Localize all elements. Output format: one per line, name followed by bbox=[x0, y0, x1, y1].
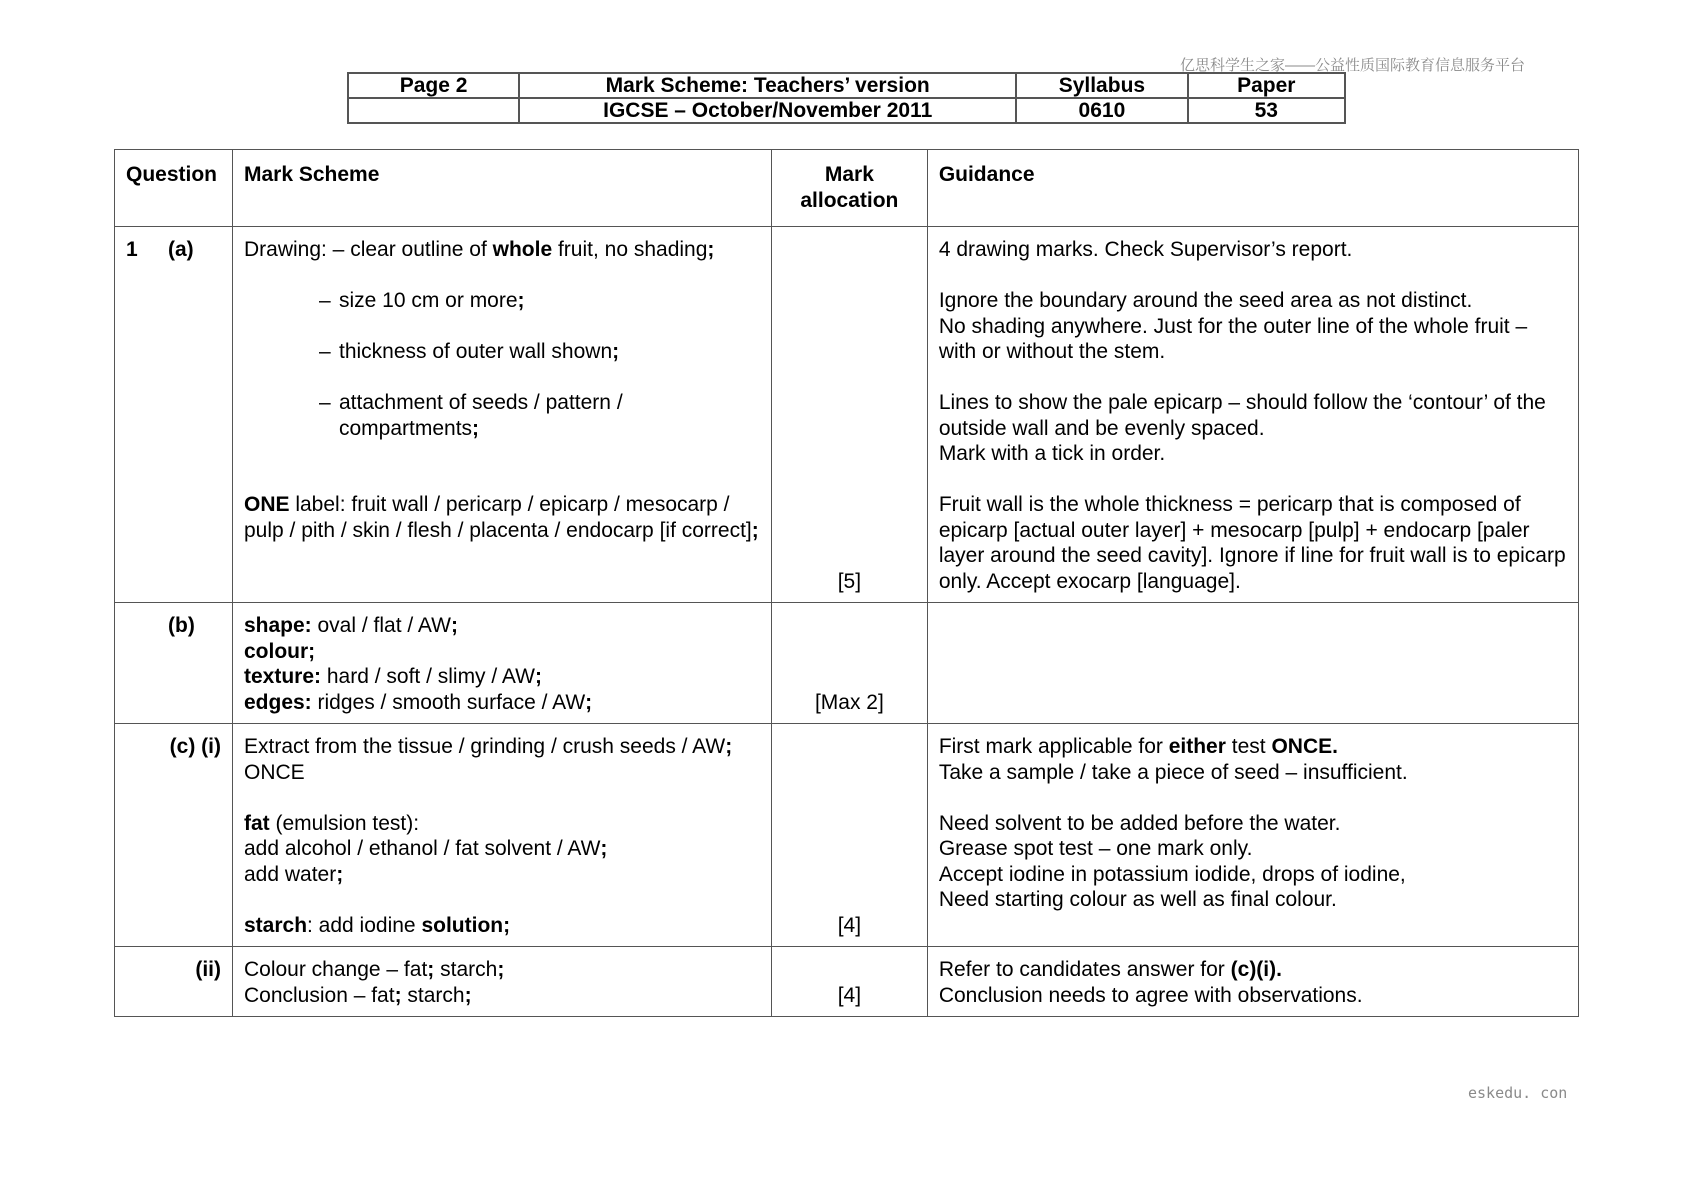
header-empty bbox=[348, 98, 519, 123]
question-part: (ii) bbox=[195, 958, 221, 981]
header-title: Mark Scheme: Teachers’ version bbox=[519, 73, 1016, 98]
question-part: (c) (i) bbox=[169, 735, 221, 758]
header-table bbox=[347, 72, 1346, 124]
guidance-text: 4 drawing marks. Check Supervisor’s report. bbox=[938, 238, 1353, 261]
water-line: add water; bbox=[243, 862, 344, 886]
question-part: (a) bbox=[168, 238, 194, 261]
header-syllabus: 0610 bbox=[1016, 98, 1187, 123]
conclusion-line: Conclusion – fat; starch; bbox=[243, 983, 472, 1007]
header-page: Page 2 bbox=[348, 73, 519, 98]
guidance-text: No shading anywhere. Just for the outer line of the whole fruit – with or without the stem. bbox=[938, 314, 1528, 363]
guidance-cell bbox=[927, 724, 1578, 947]
question-cell bbox=[115, 724, 233, 947]
marks-value: [5] bbox=[837, 569, 862, 593]
col-mark-allocation-2: allocation bbox=[800, 188, 899, 212]
question-cell bbox=[115, 947, 233, 1017]
marks-cell bbox=[771, 724, 927, 947]
marks-cell bbox=[771, 947, 927, 1017]
col-question: Question bbox=[115, 150, 233, 227]
mark-scheme-cell bbox=[232, 947, 771, 1017]
table-row bbox=[115, 227, 1579, 603]
guidance-text: Need solvent to be added before the water. bbox=[938, 811, 1341, 835]
drawing-point: – attachment of seeds / pattern / compartments; bbox=[318, 391, 623, 440]
marks-value: [4] bbox=[837, 913, 862, 937]
header-paper: 53 bbox=[1188, 98, 1345, 123]
marks-cell bbox=[771, 603, 927, 724]
once-line: ONCE bbox=[243, 760, 305, 784]
question-cell bbox=[115, 603, 233, 724]
colour-change-line: Colour change – fat; starch; bbox=[243, 958, 505, 981]
guidance-cell bbox=[927, 603, 1578, 724]
guidance-text: Conclusion needs to agree with observations. bbox=[938, 983, 1363, 1007]
alcohol-line: add alcohol / ethanol / fat solvent / AW; bbox=[243, 837, 608, 860]
col-mark-scheme: Mark Scheme bbox=[232, 150, 771, 227]
drawing-line: Drawing: – clear outline of whole fruit, no shading; bbox=[243, 238, 715, 261]
drawing-point: – thickness of outer wall shown; bbox=[318, 340, 620, 363]
question-cell bbox=[115, 227, 233, 603]
table-row bbox=[115, 724, 1579, 947]
marks-cell bbox=[771, 227, 927, 603]
col-mark-allocation bbox=[771, 150, 927, 227]
extract-line: Extract from the tissue / grinding / crush seeds / AW; bbox=[243, 735, 733, 758]
edges-line: edges: ridges / smooth surface / AW; bbox=[243, 690, 593, 714]
header-paper-label: Paper bbox=[1188, 73, 1345, 98]
starch-line: starch: add iodine solution; bbox=[243, 913, 511, 937]
col-guidance: Guidance bbox=[927, 150, 1578, 227]
col-mark-allocation-1: Mark bbox=[824, 163, 874, 186]
guidance-text: Mark with a tick in order. bbox=[938, 442, 1166, 465]
question-part: (b) bbox=[168, 614, 195, 637]
texture-line: texture: hard / soft / slimy / AW; bbox=[243, 665, 542, 688]
mark-scheme-cell bbox=[232, 227, 771, 603]
guidance-text: Grease spot test – one mark only. bbox=[938, 837, 1253, 860]
guidance-text: Lines to show the pale epicarp – should follow the ‘contour’ of the outside wall and be evenly spaced. bbox=[938, 391, 1546, 440]
guidance-text: Refer to candidates answer for (c)(i). bbox=[938, 958, 1282, 981]
mark-scheme-table bbox=[114, 149, 1579, 1017]
header-syllabus-label: Syllabus bbox=[1016, 73, 1187, 98]
question-number: 1 bbox=[126, 238, 138, 261]
guidance-text: Take a sample / take a piece of seed – insufficient. bbox=[938, 760, 1408, 784]
shape-line: shape: oval / flat / AW; bbox=[243, 614, 458, 637]
table-row bbox=[115, 603, 1579, 724]
watermark-top: 亿思科学生之家——公益性质国际教育信息服务平台 bbox=[1180, 57, 1526, 74]
guidance-text: Ignore the boundary around the seed area as not distinct. bbox=[938, 289, 1473, 312]
guidance-text: Need starting colour as well as final colour. bbox=[938, 888, 1337, 911]
mark-scheme-cell bbox=[232, 603, 771, 724]
drawing-point: – size 10 cm or more; bbox=[318, 289, 525, 312]
guidance-text: Fruit wall is the whole thickness = pericarp that is composed of epicarp [actual outer layer] + mesocarp [pulp] + endocarp [paler layer around the seed cavity]. Ignore if line for fruit wall is to epicarp only. Accept exocarp [language]. bbox=[938, 493, 1566, 593]
guidance-cell bbox=[927, 227, 1578, 603]
guidance-cell bbox=[927, 947, 1578, 1017]
table-header-row bbox=[115, 150, 1579, 227]
colour-line: colour; bbox=[243, 639, 316, 663]
mark-scheme-cell bbox=[232, 724, 771, 947]
guidance-text: First mark applicable for either test ONCE. bbox=[938, 735, 1338, 758]
table-row bbox=[115, 947, 1579, 1017]
label-line: ONE label: fruit wall / pericarp / epicarp / mesocarp / pulp / pith / skin / flesh / placenta / endocarp [if correct]; bbox=[243, 493, 759, 542]
marks-value: [Max 2] bbox=[814, 690, 884, 714]
watermark-bottom: eskedu. con bbox=[1468, 1084, 1568, 1102]
marks-value: [4] bbox=[837, 983, 862, 1007]
guidance-text: Accept iodine in potassium iodide, drops of iodine, bbox=[938, 862, 1406, 886]
header-session: IGCSE – October/November 2011 bbox=[519, 98, 1016, 123]
fat-line: fat (emulsion test): bbox=[243, 811, 420, 835]
